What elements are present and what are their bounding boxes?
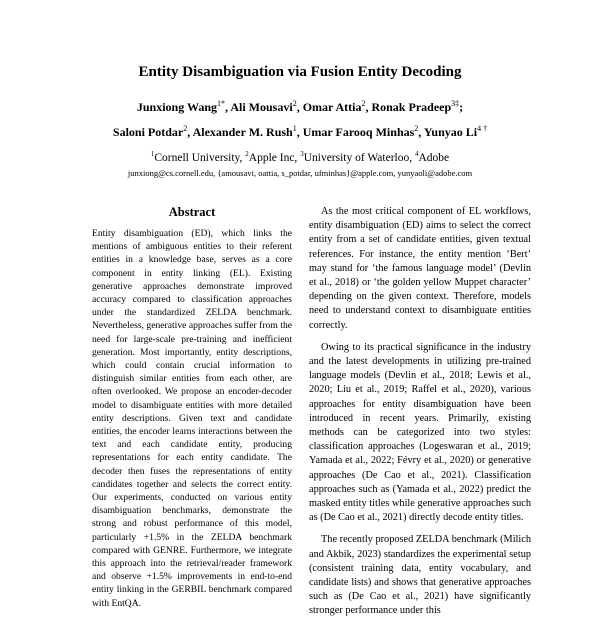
affiliation-name: University of Waterloo, [303,151,415,164]
author-emails: junxiong@cs.cornell.edu, {amousavi, oattia, s_potdar, ufminhas}@apple.com, yunyaoli@adobe.com [127,168,473,178]
author-line-2: Saloni Potdar$^2$, Alexander M. Rush$^1$, Umar Farooq Minhas$^2$, Yunyao $Li^{4 \dagger}$ [112,124,488,139]
intro-paragraph: The recently proposed ZELDA benchmark (Milich and Akbik, 2023) standardizes the experimental setup (consistent training data, entity vocabulary, and candidate lists) and shows that generative approaches such as (De Cao et al., 2021) have significantly stronger performance under this [309,534,531,617]
introduction-column [309,205,531,627]
author-name: Omar Attia [302,100,362,114]
author-affiliation-marker: 3‡ [451,99,460,108]
author-name: Saloni Potdar [112,125,184,139]
affiliations [0,150,600,164]
affiliation-marker: 3 [300,150,304,158]
affiliation-marker: 1 [150,150,155,158]
paper-title: Entity Disambiguation via Fusion Entity Decoding [138,64,462,80]
author-name: Alexander M. Rush [192,125,293,139]
abstract-heading: Abstract [168,205,216,219]
author-affiliation-marker: 2 [292,99,297,108]
intro-paragraph: As the most critical component of EL workflows, entity disambiguation (ED) aims to select the correct entity from a set of candidate entities, given textual references. For instance, the entity mention ‘Bert’ may stand for ‘the famous language model’ (Devlin et al., 2018) or ‘the golden yellow Muppet character’ depending on the given context. Therefore, models need to understand context to disambiguate entities correctly. [309,206,531,331]
author-affiliation-marker: 4 † [477,124,488,133]
author-name: Ali Mousavi [230,100,293,114]
author-affiliation-marker: 1* [217,99,225,108]
affiliation-name: Adobe [418,151,450,164]
affiliation-marker: 2 [245,150,249,158]
author-affiliation-marker: 1 [292,124,297,133]
author-name: Yunyao Li [423,125,478,139]
author-affiliation-marker: 2 [361,99,366,108]
author-name: Umar Farooq Minhas [302,125,415,139]
affiliation-name: Cornell University, [154,151,246,164]
affiliation-marker: 4 [414,150,419,158]
author-affiliation-marker: 2 [414,124,419,133]
author-name: Ronak Pradeep [371,100,452,114]
abstract-body: Entity disambiguation (ED), which links the mentions of ambiguous entities to their referent entities in a knowledge base, serves as a core component in entity linking (EL). Existing generative approaches demonstrate improved accuracy compared to classification approaches under the standardized ZELDA benchmark. Nevertheless, generative approaches suffer from the need for large-scale pre-training and inefficient generation. Most importantly, entity descriptions, which could contain crucial information to distinguish similar entities from each other, are often overlooked. We propose an encoder-decoder model to disambiguate entities with more detailed entity descriptions. Given text and candidate entities, the encoder learns interactions between the text and each candidate entity, producing representations for each entity candidate. The decoder then fuses the representations of entity candidates together and selects the correct entity. Our experiments, conducted on various entity disambiguation benchmarks, demonstrate the strong and robust performance of this model, particularly +1.5% in the ZELDA benchmark compared with GENRE. Furthermore, we integrate this approach into the retrieval/reader framework and observe +1.5% improvements in end-to-end entity linking in the GERBIL benchmark compared with EntQA. [92,228,292,609]
author-affiliation-marker: 2 [183,124,188,133]
author-name: Junxiong Wang [136,100,217,114]
intro-paragraph: Owing to its practical significance in the industry and the latest developments in utilizing pre-trained language models (Devlin et al., 2018; Lewis et al., 2020; Liu et al., 2019; Raffel et al., 2020), various approaches for entity disambiguation have been introduced in recent years. Primarily, existing methods can be categorized into two styles: classification approaches (Logeswaran et al., 2019; Yamada et al., 2022; Févry et al., 2020) or generative approaches (De Cao et al., 2021). Classification approaches such as (Yamada et al., 2022) predict the masked entity titles while generative approaches such as (De Cao et al., 2021) directly decode entity titles. [309,341,531,524]
affiliation-name: Apple Inc, [248,151,301,164]
author-line-1: Junxiong Wang$^{1*}$, Ali Mousavi$^2$, Omar Attia$^2$, Ronak Pradeep$^{3\ddagger}$; [136,99,464,114]
